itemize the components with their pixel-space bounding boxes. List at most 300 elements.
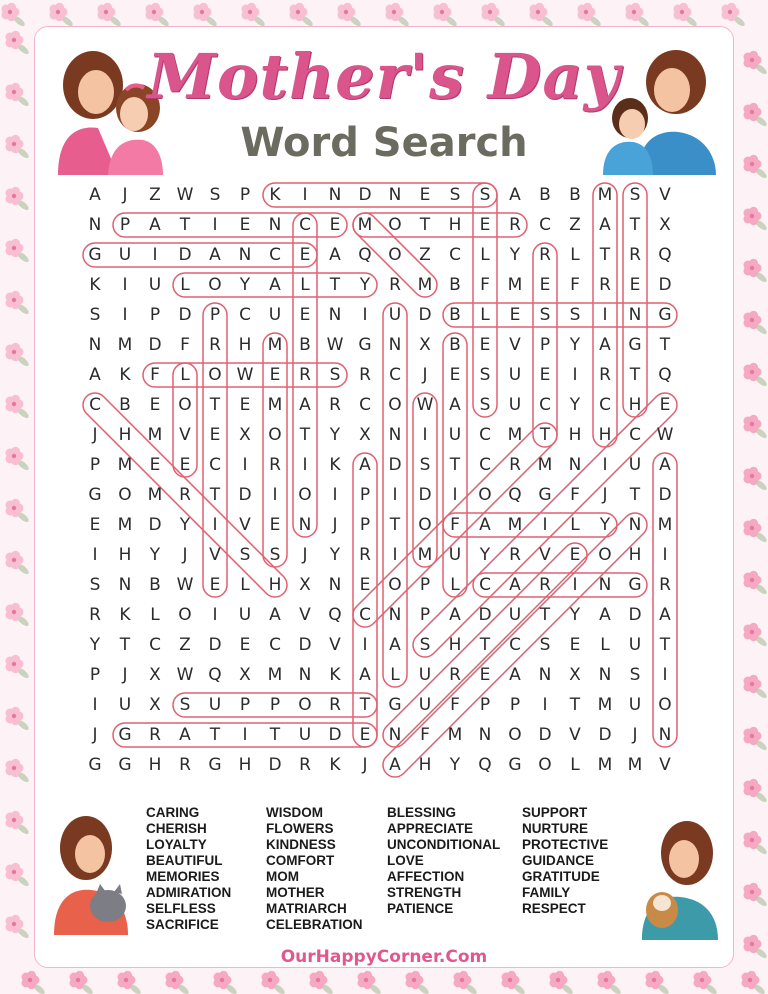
grid-letter: S (269, 545, 281, 565)
grid-letter: M (597, 755, 613, 775)
grid-letter: U (448, 425, 462, 445)
grid-letter: Q (658, 365, 672, 385)
grid-letter: S (89, 305, 101, 325)
flower-icon (337, 3, 362, 28)
flower-icon (213, 971, 238, 994)
grid-letter: R (389, 275, 401, 295)
grid-letter: T (659, 635, 671, 655)
grid-letter: X (149, 695, 161, 715)
grid-letter: M (267, 335, 283, 355)
grid-letter: B (449, 275, 461, 295)
grid-letter: T (209, 725, 221, 745)
grid-letter: I (362, 305, 368, 325)
grid-letter: O (208, 365, 222, 385)
flower-icon (193, 3, 218, 28)
grid-letter: G (538, 485, 552, 505)
grid-letter: C (539, 395, 551, 415)
grid-letter: U (628, 635, 642, 655)
grid-letter: S (569, 305, 581, 325)
grid-letter: S (179, 695, 191, 715)
grid-letter: A (389, 755, 401, 775)
grid-letter: X (239, 425, 251, 445)
grid-letter: D (268, 755, 282, 775)
grid-letter: P (269, 695, 281, 715)
grid-letter: E (419, 185, 431, 205)
grid-letter: K (269, 185, 281, 205)
flower-icon (5, 343, 30, 368)
grid-letter: C (389, 365, 401, 385)
grid-letter: F (570, 275, 580, 295)
grid-letter: O (418, 515, 432, 535)
grid-letter: B (539, 185, 551, 205)
flower-icon (743, 415, 768, 440)
word-list-item: WISDOM (266, 805, 323, 820)
grid-letter: V (539, 545, 551, 565)
grid-letter: G (508, 755, 522, 775)
grid-letter: R (149, 725, 161, 745)
grid-letter: C (359, 395, 371, 415)
grid-letter: C (599, 395, 611, 415)
grid-letter: V (179, 425, 191, 445)
flower-icon (743, 883, 768, 908)
grid-letter: T (539, 425, 551, 445)
word-list-column-2 (266, 805, 363, 933)
grid-letter: V (569, 725, 581, 745)
grid-letter: B (449, 305, 461, 325)
grid-letter: I (92, 545, 98, 565)
grid-letter: O (388, 215, 402, 235)
grid-letter: V (239, 515, 251, 535)
grid-letter: Y (329, 425, 341, 445)
grid-letter: G (388, 695, 402, 715)
flower-icon (743, 519, 768, 544)
grid-letter: G (88, 485, 102, 505)
grid-letter: F (480, 275, 490, 295)
grid-letter: S (479, 365, 491, 385)
grid-letter: Y (149, 545, 161, 565)
grid-letter: P (89, 455, 101, 475)
grid-letter: I (332, 485, 338, 505)
flower-icon (21, 971, 46, 994)
grid-letter: P (119, 215, 131, 235)
grid-letter: I (302, 455, 308, 475)
grid-letter: D (328, 725, 342, 745)
grid-letter: N (388, 185, 402, 205)
flower-icon (261, 971, 286, 994)
grid-letter: D (148, 335, 162, 355)
grid-letter: A (89, 365, 101, 385)
grid-letter: I (212, 215, 218, 235)
word-list-item: SACRIFICE (146, 917, 219, 932)
grid-letter: G (118, 755, 132, 775)
grid-letter: L (150, 605, 160, 625)
grid-letter: S (539, 635, 551, 655)
grid-letter: O (598, 545, 612, 565)
grid-letter: E (659, 395, 671, 415)
word-list-item: STRENGTH (387, 885, 462, 900)
grid-letter: N (298, 665, 312, 685)
grid-letter: D (658, 485, 672, 505)
grid-letter: L (480, 245, 490, 265)
grid-letter: R (209, 335, 221, 355)
grid-letter: N (388, 425, 402, 445)
grid-letter: M (447, 725, 463, 745)
grid-letter: T (419, 215, 431, 235)
grid-letter: I (602, 305, 608, 325)
grid-letter: I (662, 665, 668, 685)
grid-letter: E (239, 635, 251, 655)
grid-letter: L (570, 515, 580, 535)
grid-letter: D (418, 485, 432, 505)
grid-letter: R (329, 695, 341, 715)
grid-letter: R (539, 575, 551, 595)
grid-letter: J (602, 485, 608, 505)
grid-letter: N (628, 305, 642, 325)
grid-letter: R (359, 545, 371, 565)
grid-letter: U (448, 545, 462, 565)
grid-letter: X (239, 665, 251, 685)
grid-letter: J (422, 365, 428, 385)
grid-letter: U (508, 395, 522, 415)
grid-letter: O (508, 725, 522, 745)
word-list-item: CHERISH (146, 821, 207, 836)
grid-letter: V (299, 605, 311, 625)
grid-letter: I (602, 455, 608, 475)
word-list-item: COMFORT (266, 853, 335, 868)
grid-letter: O (388, 245, 402, 265)
grid-letter: F (450, 695, 460, 715)
grid-letter: L (570, 755, 580, 775)
mother-cat-illustration (46, 810, 136, 935)
grid-letter: L (570, 245, 580, 265)
grid-letter: L (180, 275, 190, 295)
grid-letter: N (628, 515, 642, 535)
flower-icon (743, 831, 768, 856)
grid-letter: R (179, 755, 191, 775)
flower-icon (481, 3, 506, 28)
grid-letter: O (178, 605, 192, 625)
grid-letter: O (208, 275, 222, 295)
grid-letter: I (212, 605, 218, 625)
flower-icon (743, 467, 768, 492)
grid-letter: E (539, 365, 551, 385)
grid-letter: A (329, 245, 341, 265)
grid-letter: K (89, 275, 101, 295)
grid-letter: W (176, 665, 194, 685)
grid-letter: X (359, 425, 371, 445)
grid-letter: M (417, 545, 433, 565)
grid-letter: A (179, 725, 191, 745)
grid-letter: O (298, 695, 312, 715)
flower-icon (673, 3, 698, 28)
flower-icon (5, 707, 30, 732)
grid-letter: R (599, 275, 611, 295)
word-list-item: MOTHER (266, 885, 325, 900)
grid-letter: I (122, 275, 128, 295)
grid-letter: E (359, 575, 371, 595)
grid-letter: F (420, 725, 430, 745)
grid-letter: E (89, 515, 101, 535)
grid-letter: O (388, 575, 402, 595)
grid-letter: T (179, 215, 191, 235)
grid-letter: Y (239, 275, 251, 295)
grid-letter: E (569, 635, 581, 655)
grid-letter: P (359, 485, 371, 505)
flower-icon (743, 311, 768, 336)
grid-letter: S (209, 185, 221, 205)
page-subtitle: Word Search (240, 120, 528, 166)
flower-icon (433, 3, 458, 28)
grid-letter: C (479, 425, 491, 445)
word-list-item: NURTURE (522, 821, 588, 836)
grid-letter: C (89, 395, 101, 415)
grid-letter: U (148, 275, 162, 295)
grid-letter: G (628, 575, 642, 595)
grid-letter: R (299, 365, 311, 385)
grid-letter: A (479, 515, 491, 535)
grid-letter: L (300, 275, 310, 295)
grid-letter: S (419, 455, 431, 475)
word-list-item: PROTECTIVE (522, 837, 609, 852)
grid-letter: A (509, 665, 521, 685)
flower-icon (405, 971, 430, 994)
grid-letter: P (479, 695, 491, 715)
grid-letter: Z (179, 635, 191, 655)
grid-letter: D (298, 635, 312, 655)
word-list-item: AFFECTION (387, 869, 465, 884)
grid-letter: I (122, 305, 128, 325)
word-list-item: GUIDANCE (522, 853, 595, 868)
flower-icon (5, 759, 30, 784)
grid-letter: I (572, 365, 578, 385)
grid-letter: W (416, 395, 434, 415)
grid-letter: H (628, 545, 642, 565)
grid-letter: T (599, 245, 611, 265)
grid-letter: R (359, 365, 371, 385)
grid-letter: I (572, 575, 578, 595)
word-list-item: CARING (146, 805, 200, 820)
grid-letter: G (88, 755, 102, 775)
grid-letter: N (538, 665, 552, 685)
flower-icon (5, 603, 30, 628)
flower-icon (357, 971, 382, 994)
grid-letter: M (417, 275, 433, 295)
flower-icon (385, 3, 410, 28)
flower-icon (309, 971, 334, 994)
grid-letter: R (659, 575, 671, 595)
word-list-item: CELEBRATION (266, 917, 363, 932)
grid-letter: Y (359, 275, 371, 295)
grid-letter: D (238, 485, 252, 505)
grid-letter: C (269, 245, 281, 265)
grid-letter: J (302, 545, 308, 565)
grid-letter: I (152, 245, 158, 265)
flower-icon (5, 239, 30, 264)
grid-letter: Q (658, 245, 672, 265)
grid-letter: A (659, 455, 671, 475)
grid-letter: R (179, 485, 191, 505)
grid-letter: E (329, 215, 341, 235)
grid-letter: D (478, 605, 492, 625)
grid-letter: I (422, 425, 428, 445)
mother-dog-illustration (632, 815, 724, 940)
word-list-item: RESPECT (522, 901, 586, 916)
grid-letter: T (359, 695, 371, 715)
flower-icon (5, 395, 30, 420)
grid-letter: D (178, 245, 192, 265)
grid-letter: H (568, 425, 582, 445)
word-list-item: KINDNESS (266, 837, 336, 852)
grid-letter: X (299, 575, 311, 595)
grid-letter: O (298, 485, 312, 505)
grid-letter: P (239, 185, 251, 205)
grid-letter: N (388, 605, 402, 625)
grid-letter: A (269, 275, 281, 295)
grid-letter: X (659, 215, 671, 235)
word-list-item: ADMIRATION (146, 885, 232, 900)
grid-letter: P (359, 515, 371, 535)
word-list-item: BEAUTIFUL (146, 853, 223, 868)
grid-letter: A (299, 395, 311, 415)
grid-letter: O (538, 755, 552, 775)
grid-letter: H (418, 755, 432, 775)
flower-icon (743, 259, 768, 284)
grid-letter: T (629, 485, 641, 505)
flower-icon (743, 779, 768, 804)
grid-letter: F (570, 485, 580, 505)
grid-letter: Q (328, 605, 342, 625)
grid-letter: I (392, 485, 398, 505)
grid-letter: F (150, 365, 160, 385)
grid-letter: L (180, 365, 190, 385)
grid-letter: T (629, 215, 641, 235)
word-list-item: LOVE (387, 853, 424, 868)
grid-letter: S (449, 185, 461, 205)
grid-letter: F (180, 335, 190, 355)
grid-letter: O (478, 485, 492, 505)
grid-letter: E (359, 725, 371, 745)
grid-letter: D (538, 725, 552, 745)
grid-letter: C (209, 455, 221, 475)
grid-letter: Y (449, 755, 461, 775)
grid-letter: M (267, 395, 283, 415)
grid-letter: J (332, 515, 338, 535)
grid-letter: C (239, 305, 251, 325)
grid-letter: V (209, 545, 221, 565)
grid-letter: J (362, 755, 368, 775)
grid-letter: Q (478, 755, 492, 775)
letter-grid (80, 180, 680, 780)
grid-letter: E (209, 575, 221, 595)
flower-icon (5, 291, 30, 316)
grid-letter: C (149, 635, 161, 655)
grid-letter: U (298, 725, 312, 745)
flower-icon (743, 571, 768, 596)
grid-letter: E (299, 305, 311, 325)
grid-letter: A (449, 605, 461, 625)
grid-letter: A (599, 605, 611, 625)
grid-letter: G (88, 245, 102, 265)
flower-icon (5, 915, 30, 940)
grid-letter: T (299, 425, 311, 445)
grid-letter: G (118, 725, 132, 745)
word-list-item: GRATITUDE (522, 869, 600, 884)
grid-letter: D (388, 455, 402, 475)
grid-letter: V (659, 755, 671, 775)
grid-letter: C (299, 215, 311, 235)
grid-letter: E (149, 395, 161, 415)
grid-letter: K (329, 665, 341, 685)
grid-letter: W (236, 365, 254, 385)
grid-letter: M (537, 455, 553, 475)
word-list-item: LOYALTY (146, 837, 207, 852)
grid-letter: S (629, 665, 641, 685)
grid-letter: R (269, 455, 281, 475)
grid-letter: D (358, 185, 372, 205)
flower-icon (743, 675, 768, 700)
grid-letter: B (119, 395, 131, 415)
flower-icon (5, 187, 30, 212)
grid-letter: N (478, 725, 492, 745)
grid-letter: N (658, 725, 672, 745)
grid-letter: Z (569, 215, 581, 235)
grid-letter: N (328, 185, 342, 205)
grid-letter: C (269, 635, 281, 655)
grid-letter: E (629, 275, 641, 295)
grid-letter: M (267, 665, 283, 685)
grid-letter: I (212, 515, 218, 535)
grid-letter: U (508, 365, 522, 385)
grid-letter: A (89, 185, 101, 205)
grid-letter: M (117, 515, 133, 535)
grid-letter: C (359, 605, 371, 625)
grid-letter: R (509, 455, 521, 475)
grid-letter: E (269, 365, 281, 385)
grid-letter: O (178, 395, 192, 415)
flower-icon (5, 655, 30, 680)
grid-letter: D (658, 275, 672, 295)
grid-letter: T (449, 455, 461, 475)
grid-letter: P (539, 335, 551, 355)
flower-icon (117, 971, 142, 994)
grid-letter: A (509, 575, 521, 595)
grid-letter: E (179, 455, 191, 475)
grid-letter: L (390, 665, 400, 685)
grid-letter: D (148, 515, 162, 535)
grid-letter: P (149, 305, 161, 325)
grid-letter: P (239, 695, 251, 715)
word-list-column-4 (522, 805, 608, 917)
grid-letter: U (118, 245, 132, 265)
grid-letter: M (507, 275, 523, 295)
flower-icon (743, 727, 768, 752)
grid-letter: I (392, 545, 398, 565)
flower-icon (577, 3, 602, 28)
grid-letter: E (239, 215, 251, 235)
grid-letter: W (326, 335, 344, 355)
grid-letter: I (362, 635, 368, 655)
grid-letter: H (628, 395, 642, 415)
grid-letter: P (209, 305, 221, 325)
grid-letter: V (659, 185, 671, 205)
flower-icon (501, 971, 526, 994)
word-list-item: PATIENCE (387, 901, 454, 916)
grid-letter: H (598, 425, 612, 445)
grid-letter: R (329, 395, 341, 415)
grid-letter: D (418, 305, 432, 325)
grid-letter: E (569, 545, 581, 565)
flower-icon (5, 499, 30, 524)
